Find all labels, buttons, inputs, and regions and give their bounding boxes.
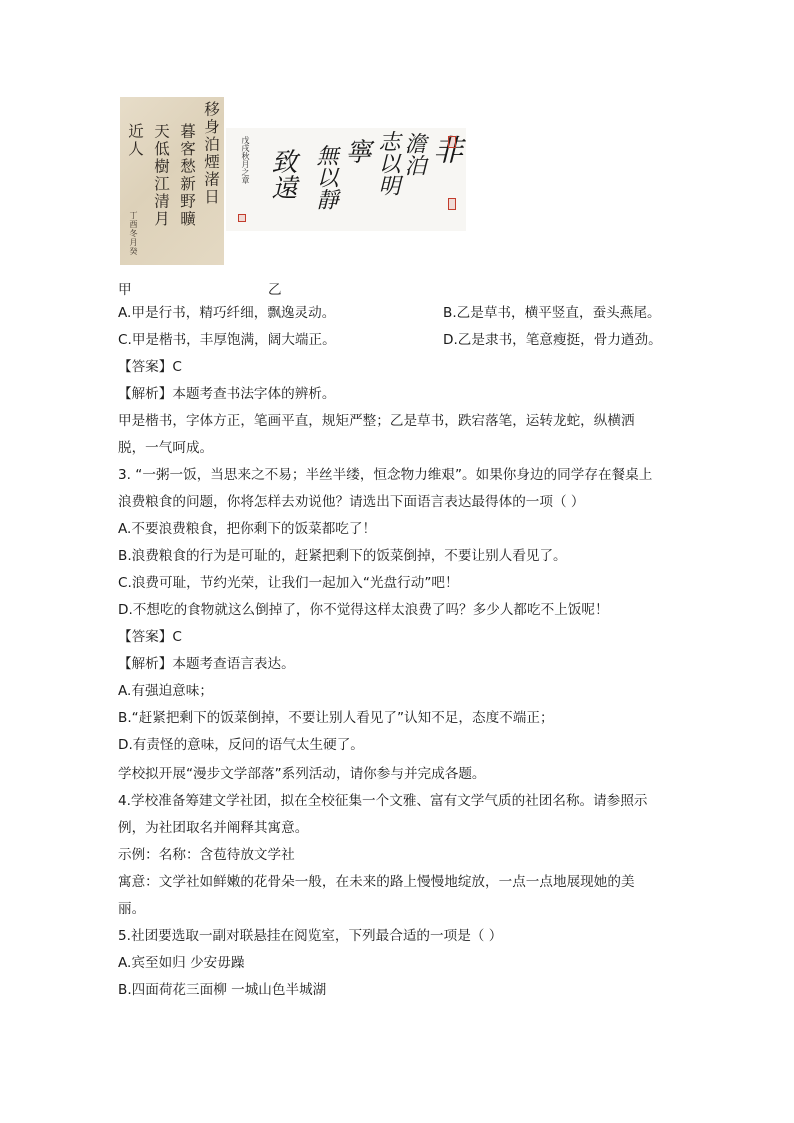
question-5-option-a: A.宾至如归 少安毋躁	[118, 955, 245, 971]
option-d: D.乙是隶书，笔意瘦挺，骨力遒劲。	[443, 332, 662, 348]
figure-label-jia: 甲	[118, 282, 132, 298]
calligraphy-column: 天低樹江清月	[152, 123, 170, 228]
analysis-body: A.有强迫意味；	[118, 683, 213, 699]
question-4-stem: 4.学校准备筹建文学社团，拟在全校征集一个文雅、富有文学气质的社团名称。请参照示	[118, 793, 648, 809]
calligraphy-image-jia	[120, 97, 224, 265]
calligraphy-column: 寧	[341, 138, 371, 164]
calligraphy-column: 非	[427, 134, 462, 164]
question-4-example: 示例：名称：含苞待放文学社	[118, 847, 295, 863]
question-3-stem: 3. “一粥一饭，当思来之不易；半丝半缕，恒念物力维艰”。如果你身边的同学存在餐桌上	[118, 467, 653, 483]
question-3-option-c: C.浪费可耻，节约光荣，让我们一起加入“光盘行动”吧！	[118, 575, 459, 591]
calligraphy-column: 澹泊	[401, 132, 426, 176]
question-3-option-a: A.不要浪费粮食，把你剩下的饭菜都吃了！	[118, 521, 377, 537]
question-3-option-d: D.不想吃的食物就这么倒掉了，你不觉得这样太浪费了吗？多少人都吃不上饭呢！	[118, 602, 609, 618]
calligraphy-column: 志以明	[375, 130, 400, 196]
calligraphy-column: 近人	[126, 123, 144, 158]
analysis-line: 【解析】本题考查语言表达。	[118, 656, 295, 672]
analysis-body: B.“赶紧把剩下的饭菜倒掉，不要让别人看见了”认知不足，态度不端正；	[118, 710, 554, 726]
analysis-line: 【解析】本题考查书法字体的辨析。	[118, 386, 336, 402]
red-seal-icon	[238, 214, 246, 222]
analysis-body: 甲是楷书，字体方正，笔画平直，规矩严整；乙是草书，跌宕落笔，运转龙蛇，纵横洒	[118, 413, 635, 429]
question-4-meaning: 寓意：文学社如鲜嫩的花骨朵一般，在未来的路上慢慢地绽放，一点一点地展现她的美	[118, 874, 635, 890]
question-3-stem: 浪费粮食的问题，你将怎样去劝说他？请选出下面语言表达最得体的一项（ ）	[118, 494, 585, 510]
option-c: C.甲是楷书，丰厚饱满，阔大端正。	[118, 332, 336, 348]
red-seal-icon	[448, 198, 456, 210]
question-5-option-b: B.四面荷花三面柳 一城山色半城湖	[118, 982, 327, 998]
calligraphy-column: 無以靜	[313, 144, 338, 210]
question-4-meaning: 丽。	[118, 901, 146, 917]
answer-line: 【答案】C	[118, 359, 182, 375]
analysis-body: 脱，一气呵成。	[118, 440, 214, 456]
red-seal-icon	[448, 136, 456, 148]
option-a: A.甲是行书，精巧纤细，飘逸灵动。	[118, 305, 336, 321]
question-3-option-b: B.浪费粮食的行为是可耻的，赶紧把剩下的饭菜倒掉，不要让别人看见了。	[118, 548, 567, 564]
calligraphy-signature: 戊戌秋月之章	[241, 136, 250, 184]
analysis-body: D.有责怪的意味，反问的语气太生硬了。	[118, 737, 364, 753]
calligraphy-column: 暮客愁新野曠	[178, 123, 196, 228]
calligraphy-column: 致遠	[267, 148, 297, 200]
calligraphy-signature: 丁酉冬月癸	[129, 211, 138, 256]
calligraphy-image-yi	[226, 128, 466, 231]
calligraphy-column: 移身泊煙渚日	[202, 101, 220, 206]
question-4-stem: 例，为社团取名并阐释其寓意。	[118, 820, 309, 836]
answer-line: 【答案】C	[118, 629, 182, 645]
figure-label-yi: 乙	[268, 282, 282, 298]
section-intro: 学校拟开展“漫步文学部落”系列活动，请你参与并完成各题。	[118, 766, 486, 782]
option-b: B.乙是草书，横平竖直，蚕头燕尾。	[443, 305, 661, 321]
question-5-stem: 5.社团要选取一副对联悬挂在阅览室，下列最合适的一项是（ ）	[118, 928, 503, 944]
